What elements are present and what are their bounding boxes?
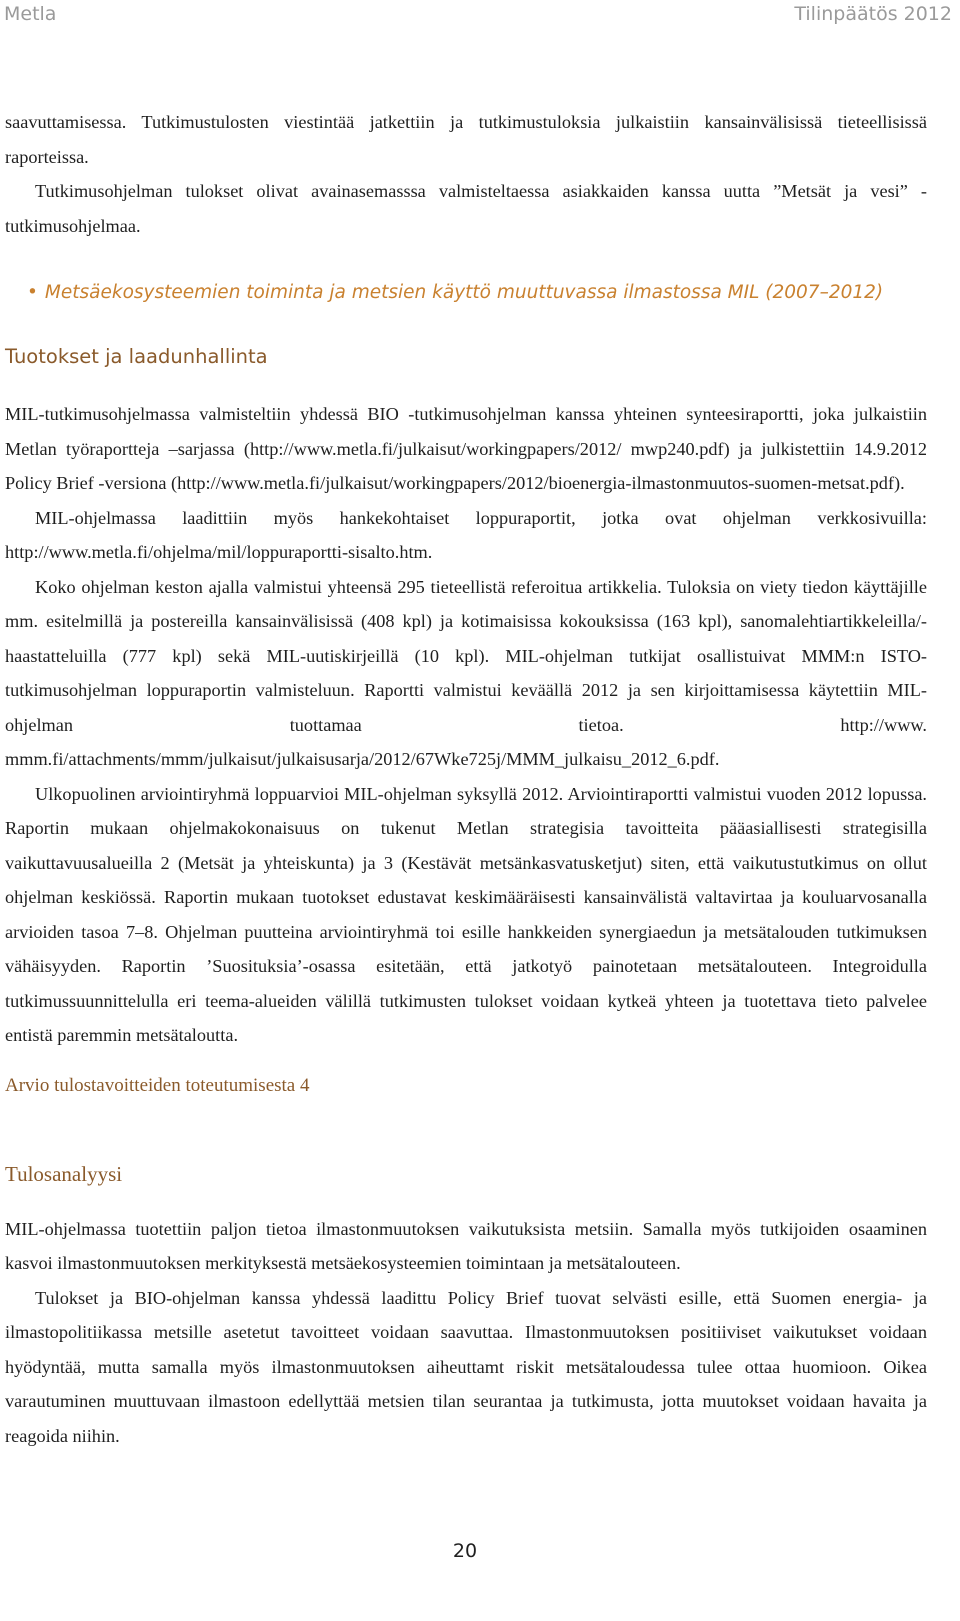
body-paragraph: MIL-ohjelmassa tuotettiin paljon tietoa ilmastonmuutoksen vaikutuksista metsiin. Samalla myös tutkijoiden osaaminen kasvoi ilmastonmuutoksen merkityksestä metsäekosysteemien toimintaan ja metsätalouteen. [5, 1218, 927, 1273]
body-paragraph: Ulkopuolinen arviointiryhmä loppuarvioi MIL-ohjelman syksyllä 2012. Arviointiraportti valmistui vuoden 2012 lopussa. Raportin mukaan ohjelmakokonaisuus on tukenut Metlan strategisia tavoitteita pääasiallisesti strategisilla vaikuttavuusalueilla 2 (Metsät ja yhteiskunta) ja 3 (Kestävät metsänkasvatusketjut) siten, että vaikutustutkimus on ollut ohjelman keskiössä. Raportin mukaan tuotokset edustavat keskimääräisesti kansainvälistä valtavirtaa ja kouluarvosanalla arvioiden tasoa 7–8. Ohjelman puutteina arviointiryhmä toi esille hankkeiden synergiaedun ja metsätalouden tutkimuksen vähäisyyden. Raportin ’Suosituksia’-osassa esitetään, että jatkotyö painotetaan metsätalouteen. Integroidulla tutkimussuunnittelulla eri teema-alueiden välillä tutkimusten tulokset voidaan kytkeä yhteen ja tuotettava tieto palvelee entistä paremmin metsätaloutta. [5, 783, 927, 1045]
section-heading-outputs: Tuotokset ja laadunhallinta [5, 345, 268, 368]
section-heading-analysis: Tulosanalyysi [5, 1161, 123, 1186]
intro-paragraph: saavuttamisessa. Tutkimustulosten viestintää jatkettiin ja tutkimustuloksia julkaistiin kansainvälisissä tieteellisissä raporteissa. [5, 112, 927, 167]
body-paragraph: Tulokset ja BIO-ohjelman kanssa yhdessä laadittu Policy Brief tuovat selvästi esille, että Suomen energia- ja ilmastopolitiikassa metsille asetetut tavoitteet voidaan saavuttaa. Ilmastonmuutoksen positiiviset vaikutukset voidaan hyödyntää, mutta samalla myös ilmastonmuutoksen aiheuttamt riskit metsätaloudessa tulee ottaa huomioon. Oikea varautuminen muuttuvaan ilmastoon edellyttää metsien tilan seurantaa ja tutkimusta, jotta muutokset voidaan havaita ja reagoida niihin. [5, 1287, 927, 1446]
program-title: Metsäekosysteemien toiminta ja metsien käyttö muuttuvassa ilmastossa MIL (2007–2012) [44, 282, 884, 303]
intro-paragraph: Tutkimusohjelman tulokset olivat avainasemasssa valmisteltaessa asiakkaiden kanssa uutta ”Metsät ja vesi” -tutkimusohjelmaa. [5, 181, 927, 236]
body-paragraph: MIL-ohjelmassa laadittiin myös hankekohtaiset loppuraportit, jotka ovat ohjelman verkkosivuilla: http://www.metla.fi/ohjelma/mil/loppuraportti-sisalto.htm. [5, 507, 927, 562]
header-document-title: Tilinpäätös 2012 [794, 3, 952, 25]
bullet-icon: • [27, 282, 38, 303]
page-number: 20 [452, 1540, 478, 1562]
assessment-heading: Arvio tulostavoitteiden toteutumisesta 4 [5, 1074, 310, 1096]
page-body [5, 105, 927, 1453]
body-paragraph: Koko ohjelman keston ajalla valmistui yhteensä 295 tieteellistä referoitua artikkelia. Tuloksia on viety tiedon käyttäjille mm. esitelmillä ja postereilla kansainvälisissä (408 kpl) ja kotimaisissa kokouksissa (163 kpl), sanomalehtiartikkeleilla/-haastatteluilla (777 kpl) sekä MIL-uutiskirjeillä (10 kpl). MIL-ohjelman tutkijat osallistuivat MMM:n ISTO-tutkimusohjelman loppuraportin valmisteluun. Raportti valmistui keväällä 2012 ja sen kirjoittamisessa käytettiin MIL-ohjelman tuottamaa tietoa. http://www. mmm.fi/attachments/mmm/julkaisut/julkaisusarja/2012/67Wke725j/MMM_julkaisu_2012_6.pdf. [5, 576, 927, 769]
header-publisher: Metla [4, 3, 57, 25]
program-title-bullet [27, 276, 927, 310]
body-paragraph: MIL-tutkimusohjelmassa valmisteltiin yhdessä BIO -tutkimusohjelman kanssa yhteinen synteesiraportti, joka julkaistiin Metlan työraportteja –sarjassa (http://www.metla.fi/julkaisut/workingpapers/2012/ mwp240.pdf) ja julkistettiin 14.9.2012 Policy Brief -versiona (http://www.metla.fi/julkaisut/workingpapers/2012/bioenergia-ilmastonmuutos-suomen-metsat.pdf). [5, 404, 927, 493]
running-header [4, 3, 952, 33]
